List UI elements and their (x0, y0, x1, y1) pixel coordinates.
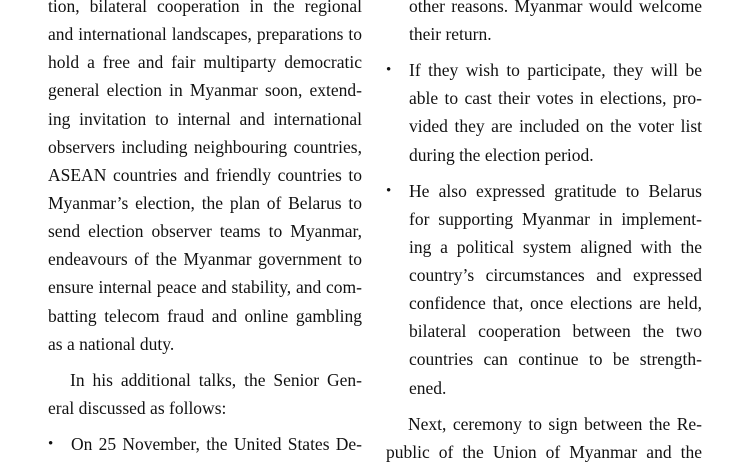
text-line: batting telecom fraud and online gambling (48, 305, 362, 326)
text-line: as a national duty. (48, 333, 175, 354)
text-line: and international landscapes, preparations to (48, 24, 362, 45)
text-line: ensure internal peace and stability, and com- (48, 277, 362, 298)
text-line: general election in Myanmar soon, extend- (48, 80, 362, 101)
text-line: On 25 November, the United States De- (71, 433, 362, 454)
text-line: If they wish to participate, they will be (409, 60, 702, 81)
text-line: ASEAN countries and friendly countries to (48, 164, 362, 185)
bullet-item-voting (386, 56, 702, 169)
paragraph-signing-ceremony (386, 410, 702, 466)
paragraph-additional-talks (48, 366, 362, 422)
text-line: bilateral cooperation between the two (409, 321, 702, 342)
right-column (386, 0, 702, 466)
text-line: He also expressed gratitude to Belarus (409, 180, 702, 201)
bullet-icon: • (48, 435, 54, 452)
text-line: eral discussed as follows: (48, 397, 227, 418)
text-line: confidence that, once elections are held, (409, 293, 702, 314)
text-line: Myanmar’s election, the plan of Belarus to (48, 192, 362, 213)
text-line: countries can continue to be strength- (409, 349, 702, 370)
text-line: send election observer teams to Myanmar, (48, 221, 362, 242)
bullet-item-us-department (48, 430, 362, 458)
text-line: hold a free and fair multiparty democratic (48, 52, 362, 73)
text-line: other reasons. Myanmar would welcome (409, 0, 702, 16)
bullet-item-gratitude-belarus (386, 177, 702, 402)
text-line: Next, ceremony to sign between the Re- (408, 413, 702, 434)
paragraph-discussion-topics (48, 0, 362, 358)
text-line: endeavours of the Myanmar government to (48, 249, 362, 270)
bullet-icon: • (386, 182, 392, 199)
text-line: observers including neighbouring countries, (48, 136, 362, 157)
text-line: ing a political system aligned with the (409, 236, 702, 257)
bullet-icon: • (386, 62, 392, 79)
text-line: ing invitation to internal and international (48, 108, 362, 129)
text-line: during the election period. (409, 144, 594, 165)
bullet-item-return-continuation (386, 0, 702, 48)
text-line: In his additional talks, the Senior Gen- (70, 369, 362, 390)
text-line: for supporting Myanmar in implement- (409, 208, 702, 229)
text-line: public of the Union of Myanmar and the (386, 441, 702, 462)
text-line: able to cast their votes in elections, pro- (409, 88, 702, 109)
text-line: vided they are included on the voter list (409, 116, 702, 137)
text-line: their return. (409, 24, 492, 45)
left-column (48, 0, 362, 458)
text-line: country’s circumstances and expressed (409, 264, 702, 285)
text-line: ened. (409, 377, 447, 398)
text-line: tion, bilateral cooperation in the regional (48, 0, 362, 16)
